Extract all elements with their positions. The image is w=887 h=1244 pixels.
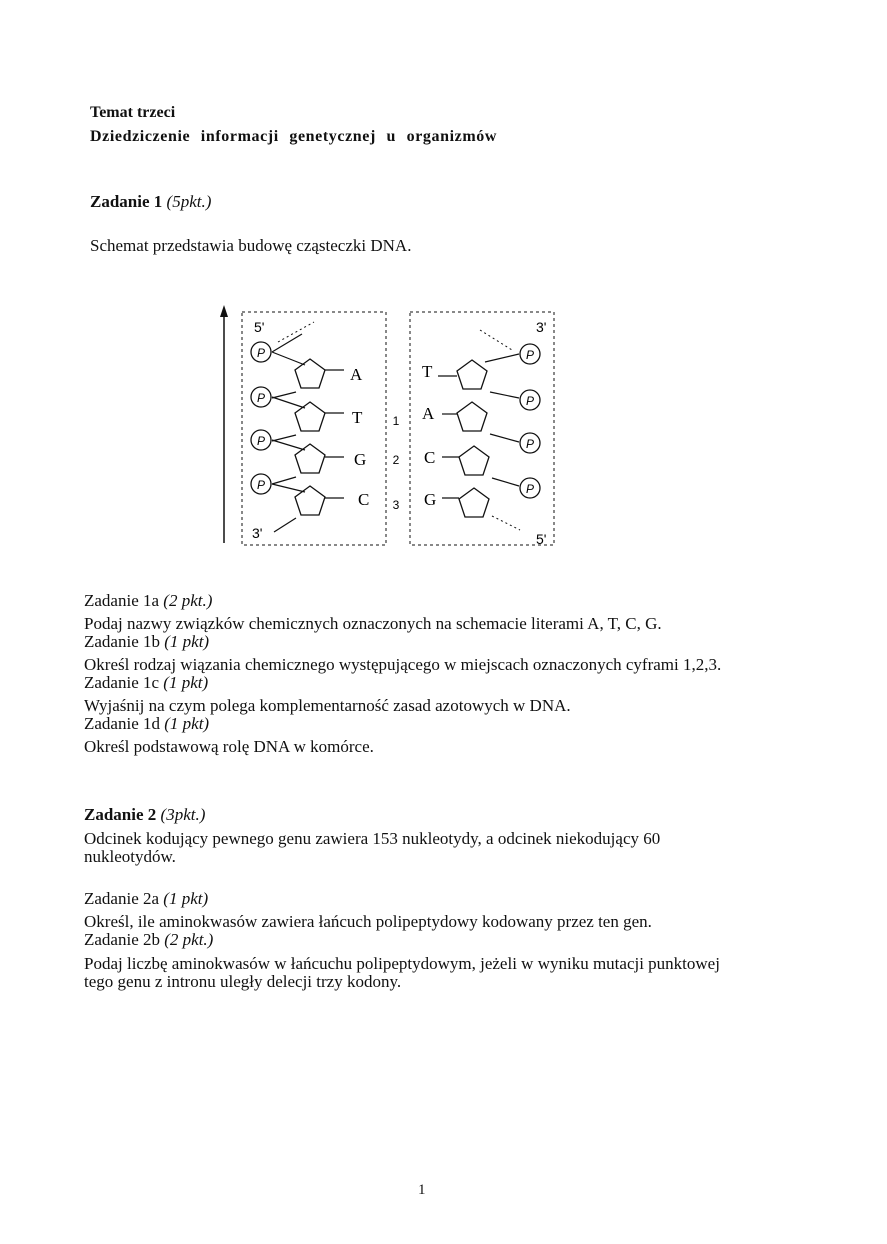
task2-points: (3pkt.) xyxy=(160,805,206,824)
right-nucleotide-1 xyxy=(422,344,540,398)
subtask-1c-label: Zadanie 1c xyxy=(84,673,160,692)
subtask-2b-text-continued: tego genu z intronu uległy delecji trzy kodony. xyxy=(84,972,402,991)
left-nucleotide-3 xyxy=(251,430,366,484)
phosphate-label: P xyxy=(525,394,535,408)
subtask-2a-text: Określ, ile aminokwasów zawiera łańcuch polipeptydowy kodowany przez ten gen. xyxy=(84,912,652,931)
phosphate-label: P xyxy=(525,437,535,451)
task1-points: (5pkt.) xyxy=(166,192,212,211)
subtask-2b-text: Podaj liczbę aminokwasów w łańcuchu polipeptydowym, jeżeli w wyniku mutacji punktowej xyxy=(84,954,720,973)
left-base-2: T xyxy=(352,408,363,427)
left-nucleotide-4 xyxy=(251,474,369,532)
left-strand-bottom-end: 3' xyxy=(252,525,263,541)
subtask-2a-heading xyxy=(84,889,208,909)
subtask-1c-heading xyxy=(84,673,208,693)
phosphate-label: P xyxy=(256,434,266,448)
dna-structure-diagram xyxy=(210,300,570,555)
subtask-1b-points: (1 pkt) xyxy=(164,632,210,651)
subtask-1d-points: (1 pkt) xyxy=(164,714,210,733)
phosphate-label: P xyxy=(256,478,266,492)
subtask-1b-label: Zadanie 1b xyxy=(84,632,160,651)
right-base-2: A xyxy=(422,404,435,423)
right-nucleotide-2 xyxy=(422,390,540,442)
left-strand-top-end: 5' xyxy=(254,319,265,335)
subtask-1a-points: (2 pkt.) xyxy=(163,591,213,610)
task1-heading xyxy=(90,192,211,212)
bond-number-1: 1 xyxy=(392,414,400,428)
subtask-1d-heading xyxy=(84,714,209,734)
right-nucleotide-4 xyxy=(424,478,540,530)
subtask-1d-label: Zadanie 1d xyxy=(84,714,160,733)
left-base-1: A xyxy=(350,365,363,384)
phosphate-label: P xyxy=(525,482,535,496)
task2-title: Zadanie 2 xyxy=(84,805,157,824)
topic-heading: Temat trzeci xyxy=(90,104,176,121)
subtask-1a-label: Zadanie 1a xyxy=(84,591,160,610)
right-strand-bottom-end: 5' xyxy=(536,531,547,547)
right-base-1: T xyxy=(422,362,433,381)
subtask-2b-points: (2 pkt.) xyxy=(164,930,214,949)
right-base-3: C xyxy=(424,448,436,467)
bond-number-2: 2 xyxy=(392,453,400,467)
task2-intro-line1: Odcinek kodujący pewnego genu zawiera 153 nukleotydy, a odcinek niekodujący 60 xyxy=(84,829,661,848)
right-base-4: G xyxy=(424,490,437,509)
subtask-1d-text: Określ podstawową rolę DNA w komórce. xyxy=(84,737,374,756)
document-title: Dziedziczenie informacji genetycznej u organizmów xyxy=(90,128,498,145)
subtask-1a-text: Podaj nazwy związków chemicznych oznaczonych na schemacie literami A, T, C, G. xyxy=(84,614,662,633)
task2-intro-line2: nukleotydów. xyxy=(84,847,176,866)
bond-number-3: 3 xyxy=(392,498,400,512)
page-number: 1 xyxy=(418,1182,426,1198)
phosphate-label: P xyxy=(525,348,535,362)
task1-title: Zadanie 1 xyxy=(90,192,163,211)
right-nucleotide-3 xyxy=(424,433,540,486)
subtask-1c-points: (1 pkt) xyxy=(163,673,209,692)
arrow-up-icon xyxy=(220,305,228,317)
subtask-1b-heading xyxy=(84,632,209,652)
left-base-4: C xyxy=(358,490,370,509)
right-strand-top-end: 3' xyxy=(536,319,547,335)
subtask-2b-label: Zadanie 2b xyxy=(84,930,160,949)
subtask-2a-points: (1 pkt) xyxy=(163,889,209,908)
subtask-2b-heading xyxy=(84,930,213,950)
subtask-1b-text: Określ rodzaj wiązania chemicznego występującego w miejscach oznaczonych cyframi 1,2,3. xyxy=(84,655,722,674)
subtask-2a-label: Zadanie 2a xyxy=(84,889,160,908)
task2-heading xyxy=(84,805,205,825)
subtask-1a-heading xyxy=(84,591,212,611)
phosphate-label: P xyxy=(256,391,266,405)
phosphate-label: P xyxy=(256,346,266,360)
subtask-1c-text: Wyjaśnij na czym polega komplementarność zasad azotowych w DNA. xyxy=(84,696,571,715)
left-base-3: G xyxy=(354,450,367,469)
task1-intro: Schemat przedstawia budowę cząsteczki DNA. xyxy=(90,236,412,255)
